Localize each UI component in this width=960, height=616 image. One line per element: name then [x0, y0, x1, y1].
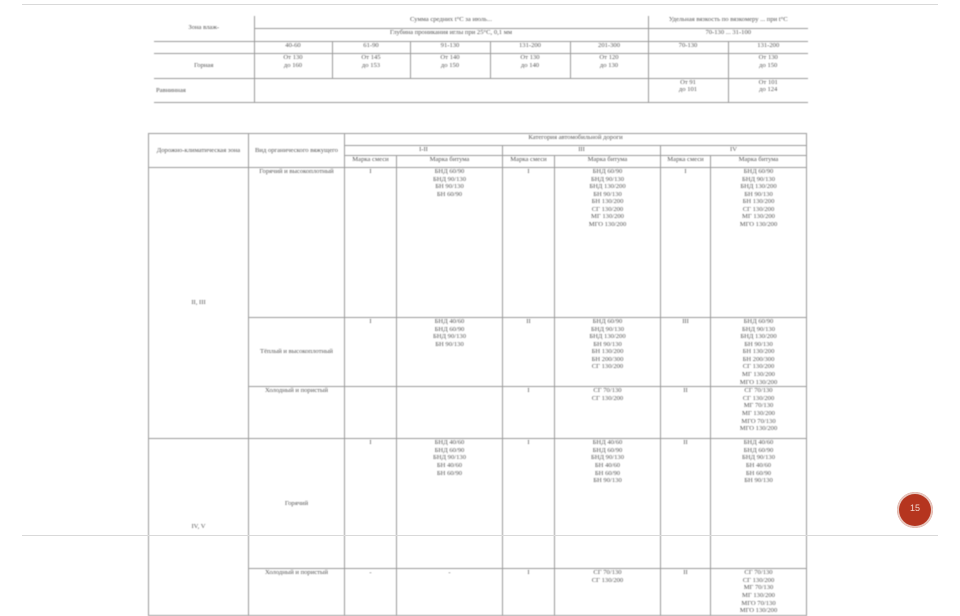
bitumen-brand: СГ 70/130 — [744, 569, 773, 577]
bitumen-brand: БНД 90/130 — [742, 175, 776, 183]
bitumen-brand-cell — [711, 569, 807, 615]
bitumen-brand: СГ 130/200 — [742, 205, 775, 213]
bitumen-brand: МГ 70/130 — [743, 584, 774, 592]
header-penetration: Глубина проникания иглы при 25°C, 0,1 мм — [254, 28, 648, 41]
bitumen-brand: БН 200/300 — [742, 355, 775, 363]
bitumen-brand-cell — [397, 318, 503, 387]
table-row — [149, 439, 807, 569]
bitumen-brand: СГ 130/200 — [591, 576, 624, 584]
bitumen-brand: БНД 60/90 — [743, 318, 774, 325]
bitumen-brand: МГ 130/200 — [742, 409, 775, 417]
bitumen-brand: БН 90/130 — [744, 340, 773, 348]
header-road-type: Вид органического вяжущего — [249, 134, 345, 168]
bitumen-brand: МГО 130/200 — [739, 607, 778, 615]
bitumen-brand: БН 40/60 — [745, 461, 772, 469]
bitumen-brand: БНД 90/130 — [742, 454, 776, 462]
header-brand-bitumen: Марка битума — [397, 156, 503, 168]
bitumen-brand: БНД 60/90 — [434, 168, 465, 175]
mix-brand-cell: II — [503, 318, 555, 387]
bitumen-brand-cell — [711, 318, 807, 387]
table-2 — [148, 133, 807, 616]
zone-cell: II, III — [149, 168, 249, 439]
range-cell: 201-300 — [570, 41, 648, 54]
header-brand-mix: Марка смеси — [345, 156, 397, 168]
bitumen-brand-cell — [555, 439, 661, 569]
ranges-row — [154, 41, 808, 54]
bitumen-brand: БНД 60/90 — [592, 446, 623, 454]
range-cell: 131-200 — [728, 41, 808, 54]
value-cell: От 130 до 150 — [728, 54, 808, 78]
bitumen-brand-cell — [555, 168, 661, 318]
bitumen-brand: БНД 60/90 — [743, 446, 774, 454]
row-label: Равнинная — [154, 78, 254, 102]
mix-brand-cell: - — [345, 569, 397, 615]
bitumen-brand: МГО 130/200 — [739, 221, 778, 229]
bitumen-brand: СГ 70/130 — [744, 387, 773, 395]
mix-brand-cell: I — [661, 168, 711, 318]
bitumen-brand: БН 90/130 — [593, 340, 622, 348]
value-cell: От 140 до 150 — [410, 54, 490, 78]
bitumen-brand: МГО 130/200 — [739, 378, 778, 386]
mix-brand-cell: I — [345, 318, 397, 387]
road-type-cell: Холодный и пористый — [249, 387, 345, 439]
slide-number: 15 — [909, 503, 920, 513]
bitumen-brand-cell — [555, 387, 661, 439]
bitumen-brand: БНД 90/130 — [590, 175, 624, 183]
bitumen-requirements-table — [154, 16, 808, 103]
bitumen-brand-cell — [397, 168, 503, 318]
value-cell: От 130 до 140 — [490, 54, 570, 78]
mix-brand-cell: I — [503, 569, 555, 615]
bitumen-brand-cell — [397, 387, 503, 439]
bitumen-brand-cell — [397, 439, 503, 569]
mix-brand-cell: I — [503, 439, 555, 569]
bitumen-brand: БНД 130/200 — [740, 183, 777, 191]
header-cat-2: III — [503, 146, 661, 156]
bitumen-brand-cell — [555, 569, 661, 615]
bitumen-brand: БНД 90/130 — [432, 333, 466, 341]
bitumen-brand: СГ 70/130 — [593, 569, 622, 577]
bitumen-brand: СГ 70/130 — [593, 387, 622, 395]
bitumen-brand: БНД 130/200 — [589, 333, 626, 341]
range-cell: 70-130 — [648, 41, 728, 54]
row-label: Горная — [154, 54, 254, 78]
table-row — [154, 54, 808, 78]
bitumen-brand: БН 40/60 — [594, 461, 621, 469]
header-brand-mix: Марка смеси — [503, 156, 555, 168]
slide-number-badge — [897, 492, 933, 528]
mix-brand-cell: II — [661, 387, 711, 439]
bitumen-brand: МГ 130/200 — [742, 591, 775, 599]
value-cell — [648, 54, 728, 78]
bitumen-brand-cell — [711, 168, 807, 318]
bitumen-brand: БНД 40/60 — [434, 318, 465, 325]
bitumen-brand: БН 90/130 — [593, 190, 622, 198]
bitumen-brand: БНД 60/90 — [592, 318, 623, 325]
bitumen-brand-cell — [711, 439, 807, 569]
range-cell: 91-130 — [410, 41, 490, 54]
bitumen-brand: БН 90/130 — [593, 477, 622, 485]
bitumen-brand: МГ 130/200 — [742, 371, 775, 379]
bitumen-brand: БН 60/90 — [436, 190, 463, 198]
bitumen-brand: БН 90/130 — [744, 190, 773, 198]
bitumen-brand: СГ 130/200 — [591, 363, 624, 371]
bitumen-brand: СГ 130/200 — [591, 394, 624, 402]
table-row — [154, 78, 808, 102]
value-cell: От 101 до 124 — [728, 78, 808, 102]
bitumen-brand: БН 130/200 — [591, 348, 624, 356]
bitumen-brand: БН 60/90 — [594, 469, 621, 477]
bitumen-brand: БН 130/200 — [742, 198, 775, 206]
value-cell: От 91 до 101 — [648, 78, 728, 102]
mix-brand-cell: II — [661, 569, 711, 615]
road-type-cell: Горячий — [249, 439, 345, 569]
range-cell: 131-200 — [490, 41, 570, 54]
range-cell: 61-90 — [332, 41, 410, 54]
header-cat-3: IV — [661, 146, 807, 156]
value-cell: От 130 до 160 — [254, 54, 332, 78]
bitumen-brand: МГ 70/130 — [743, 402, 774, 410]
bitumen-brand: МГО 70/130 — [741, 417, 776, 425]
bitumen-brand: БНД 40/60 — [434, 439, 465, 447]
bitumen-brand-cell — [555, 318, 661, 387]
bitumen-brand: БНД 40/60 — [743, 439, 774, 447]
binder-selection-table — [148, 133, 806, 615]
mix-brand-cell: I — [345, 168, 397, 318]
bitumen-brand: СГ 130/200 — [742, 576, 775, 584]
bitumen-brand: - — [448, 569, 451, 577]
bitumen-brand: БНД 90/130 — [590, 325, 624, 333]
header-requirements: Удельная вязкость по вязкомеру ... при t°C — [648, 16, 808, 28]
bitumen-brand: БН 60/90 — [745, 469, 772, 477]
bitumen-brand: МГО 70/130 — [741, 599, 776, 607]
bitumen-brand: БН 60/90 — [436, 469, 463, 477]
header-category: Категория автомобильной дороги — [345, 134, 807, 146]
table-row — [149, 168, 807, 318]
bitumen-brand: БН 130/200 — [742, 348, 775, 356]
bitumen-brand: БНД 90/130 — [432, 175, 466, 183]
slide-bottom-rule — [22, 535, 938, 536]
value-cell-empty — [254, 78, 648, 102]
bitumen-brand: БНД 90/130 — [432, 454, 466, 462]
mix-brand-cell: II — [661, 439, 711, 569]
mix-brand-cell: III — [661, 318, 711, 387]
header-group: Сумма средних t°C за июль... — [254, 16, 648, 28]
slide-top-rule — [22, 4, 938, 5]
bitumen-brand: МГО 130/200 — [588, 221, 627, 229]
road-type-cell: Холодный и пористый — [249, 569, 345, 615]
header-brand-bitumen: Марка битума — [555, 156, 661, 168]
bitumen-brand: БН 130/200 — [591, 198, 624, 206]
table-2-body — [149, 168, 807, 616]
mix-brand-cell: I — [345, 439, 397, 569]
header-zone: Дорожно-климатическая зона — [149, 134, 249, 168]
bitumen-brand: БНД 60/90 — [434, 446, 465, 454]
bitumen-brand: БНД 90/130 — [742, 325, 776, 333]
zone-cell: IV, V — [149, 439, 249, 615]
road-type-cell: Горячий и высокоплотный — [249, 168, 345, 318]
bitumen-brand: БН 90/130 — [435, 183, 464, 191]
header-cat-1: I-II — [345, 146, 503, 156]
bitumen-brand: СГ 130/200 — [591, 205, 624, 213]
header-req-sub: 70-130 ... 31-100 — [648, 28, 808, 41]
bitumen-brand: МГ 130/200 — [742, 213, 775, 221]
road-type-cell: Тёплый и высокоплотный — [249, 318, 345, 387]
bitumen-brand: БН 200/300 — [591, 355, 624, 363]
value-cell: От 145 до 153 — [332, 54, 410, 78]
mix-brand-cell — [345, 387, 397, 439]
table-1 — [154, 16, 808, 103]
bitumen-brand: БНД 40/60 — [592, 439, 623, 447]
mix-brand-cell: I — [503, 168, 555, 318]
bitumen-brand: БНД 90/130 — [590, 454, 624, 462]
bitumen-brand: БНД 60/90 — [592, 168, 623, 175]
header-brand-bitumen: Марка битума — [711, 156, 807, 168]
bitumen-brand: БН 40/60 — [436, 461, 463, 469]
bitumen-brand-cell — [397, 569, 503, 615]
bitumen-brand-cell — [711, 387, 807, 439]
mix-brand-cell: I — [503, 387, 555, 439]
bitumen-brand: БНД 130/200 — [740, 333, 777, 341]
header-brand-mix: Марка смеси — [661, 156, 711, 168]
bitumen-brand: МГО 130/200 — [739, 425, 778, 433]
bitumen-brand: БНД 60/90 — [434, 325, 465, 333]
bitumen-brand: БНД 130/200 — [589, 183, 626, 191]
bitumen-brand: БН 90/130 — [744, 477, 773, 485]
range-cell: 40-60 — [254, 41, 332, 54]
bitumen-brand: МГ 130/200 — [591, 213, 624, 221]
bitumen-brand: СГ 130/200 — [742, 363, 775, 371]
bitumen-brand: БН 90/130 — [435, 340, 464, 348]
bitumen-brand: БНД 60/90 — [743, 168, 774, 175]
header-climate-zone: Зона влаж- — [154, 16, 254, 41]
bitumen-brand: СГ 130/200 — [742, 394, 775, 402]
value-cell: От 120 до 130 — [570, 54, 648, 78]
